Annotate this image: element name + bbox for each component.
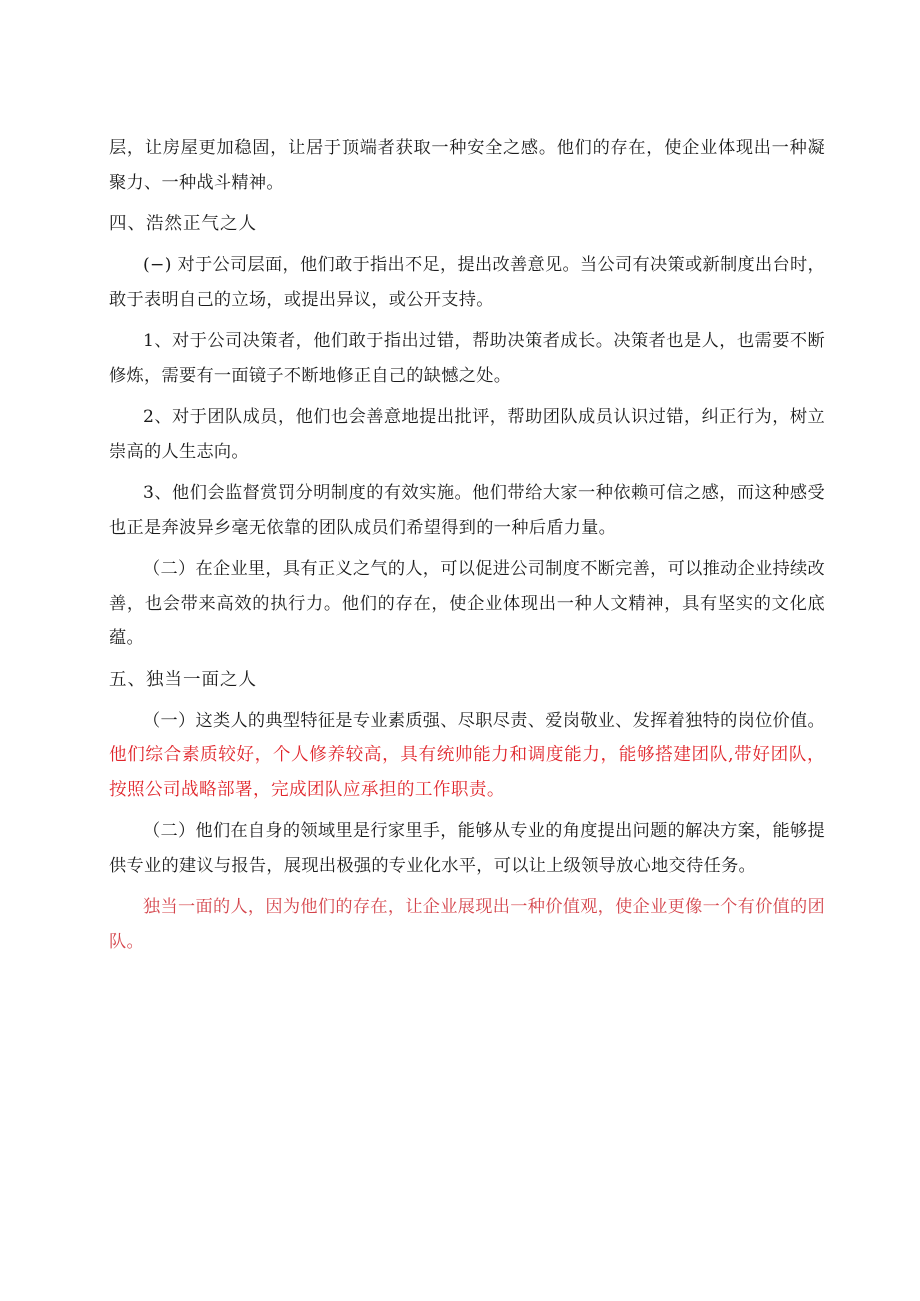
continuation-paragraph: 层，让房屋更加稳固，让居于顶端者获取一种安全之感。他们的存在，使企业体现出一种凝聚力、一种战斗精神。 [109,138,825,193]
paragraph-4-2: （二）在企业里，具有正义之气的人，可以促进公司制度不断完善，可以推动企业持续改善，也会带来高效的执行力。他们的存在，使企业体现出一种人文精神，具有坚实的文化底蕴。 [109,559,826,648]
section-heading-4: 四、浩然正气之人 [109,214,257,234]
paragraph-5-1-lead: （一）这类人的典型特征是专业素质强、尽职尽责、爱岗敬业、发挥着独特的岗位价值。 [143,710,826,731]
summary-paragraph: 独当一面的人，因为他们的存在，让企业展现出一种价值观，使企业更像一个有价值的团队。 [109,897,826,952]
section-heading-5: 五、独当一面之人 [109,669,257,690]
paragraph-5-2: （二）他们在自身的领域里是行家里手，能够从专业的角度提出问题的解决方案，能够提供专业的建议与报告，展现出极强的专业化水平，可以让上级领导放心地交待任务。 [109,821,826,876]
paragraph-4-1-2: 2、对于团队成员，他们也会善意地提出批评，帮助团队成员认识过错，纠正行为，树立崇高的人生志向。 [109,407,825,462]
paragraph-5-1-highlight: 他们综合素质较好，个人修养较高，具有统帅能力和调度能力，能够搭建团队,带好团队，按照公司战略部署，完成团队应承担的工作职责。 [109,745,825,800]
paragraph-4-1-3: 3、他们会监督赏罚分明制度的有效实施。他们带给大家一种依赖可信之感，而这种感受也正是奔波异乡毫无依靠的团队成员们希望得到的一种后盾力量。 [109,483,825,538]
paragraph-4-1-1: 1、对于公司决策者，他们敢于指出过错，帮助决策者成长。决策者也是人，也需要不断修炼，需要有一面镜子不断地修正自己的缺憾之处。 [109,331,825,386]
paragraph-5-1 [109,704,825,808]
document-body [109,131,825,966]
paragraph-4-1: (−) 对于公司层面，他们敢于指出不足，提出改善意见。当公司有决策或新制度出台时，敢于表明自己的立场，或提出异议，或公开支持。 [109,255,825,310]
